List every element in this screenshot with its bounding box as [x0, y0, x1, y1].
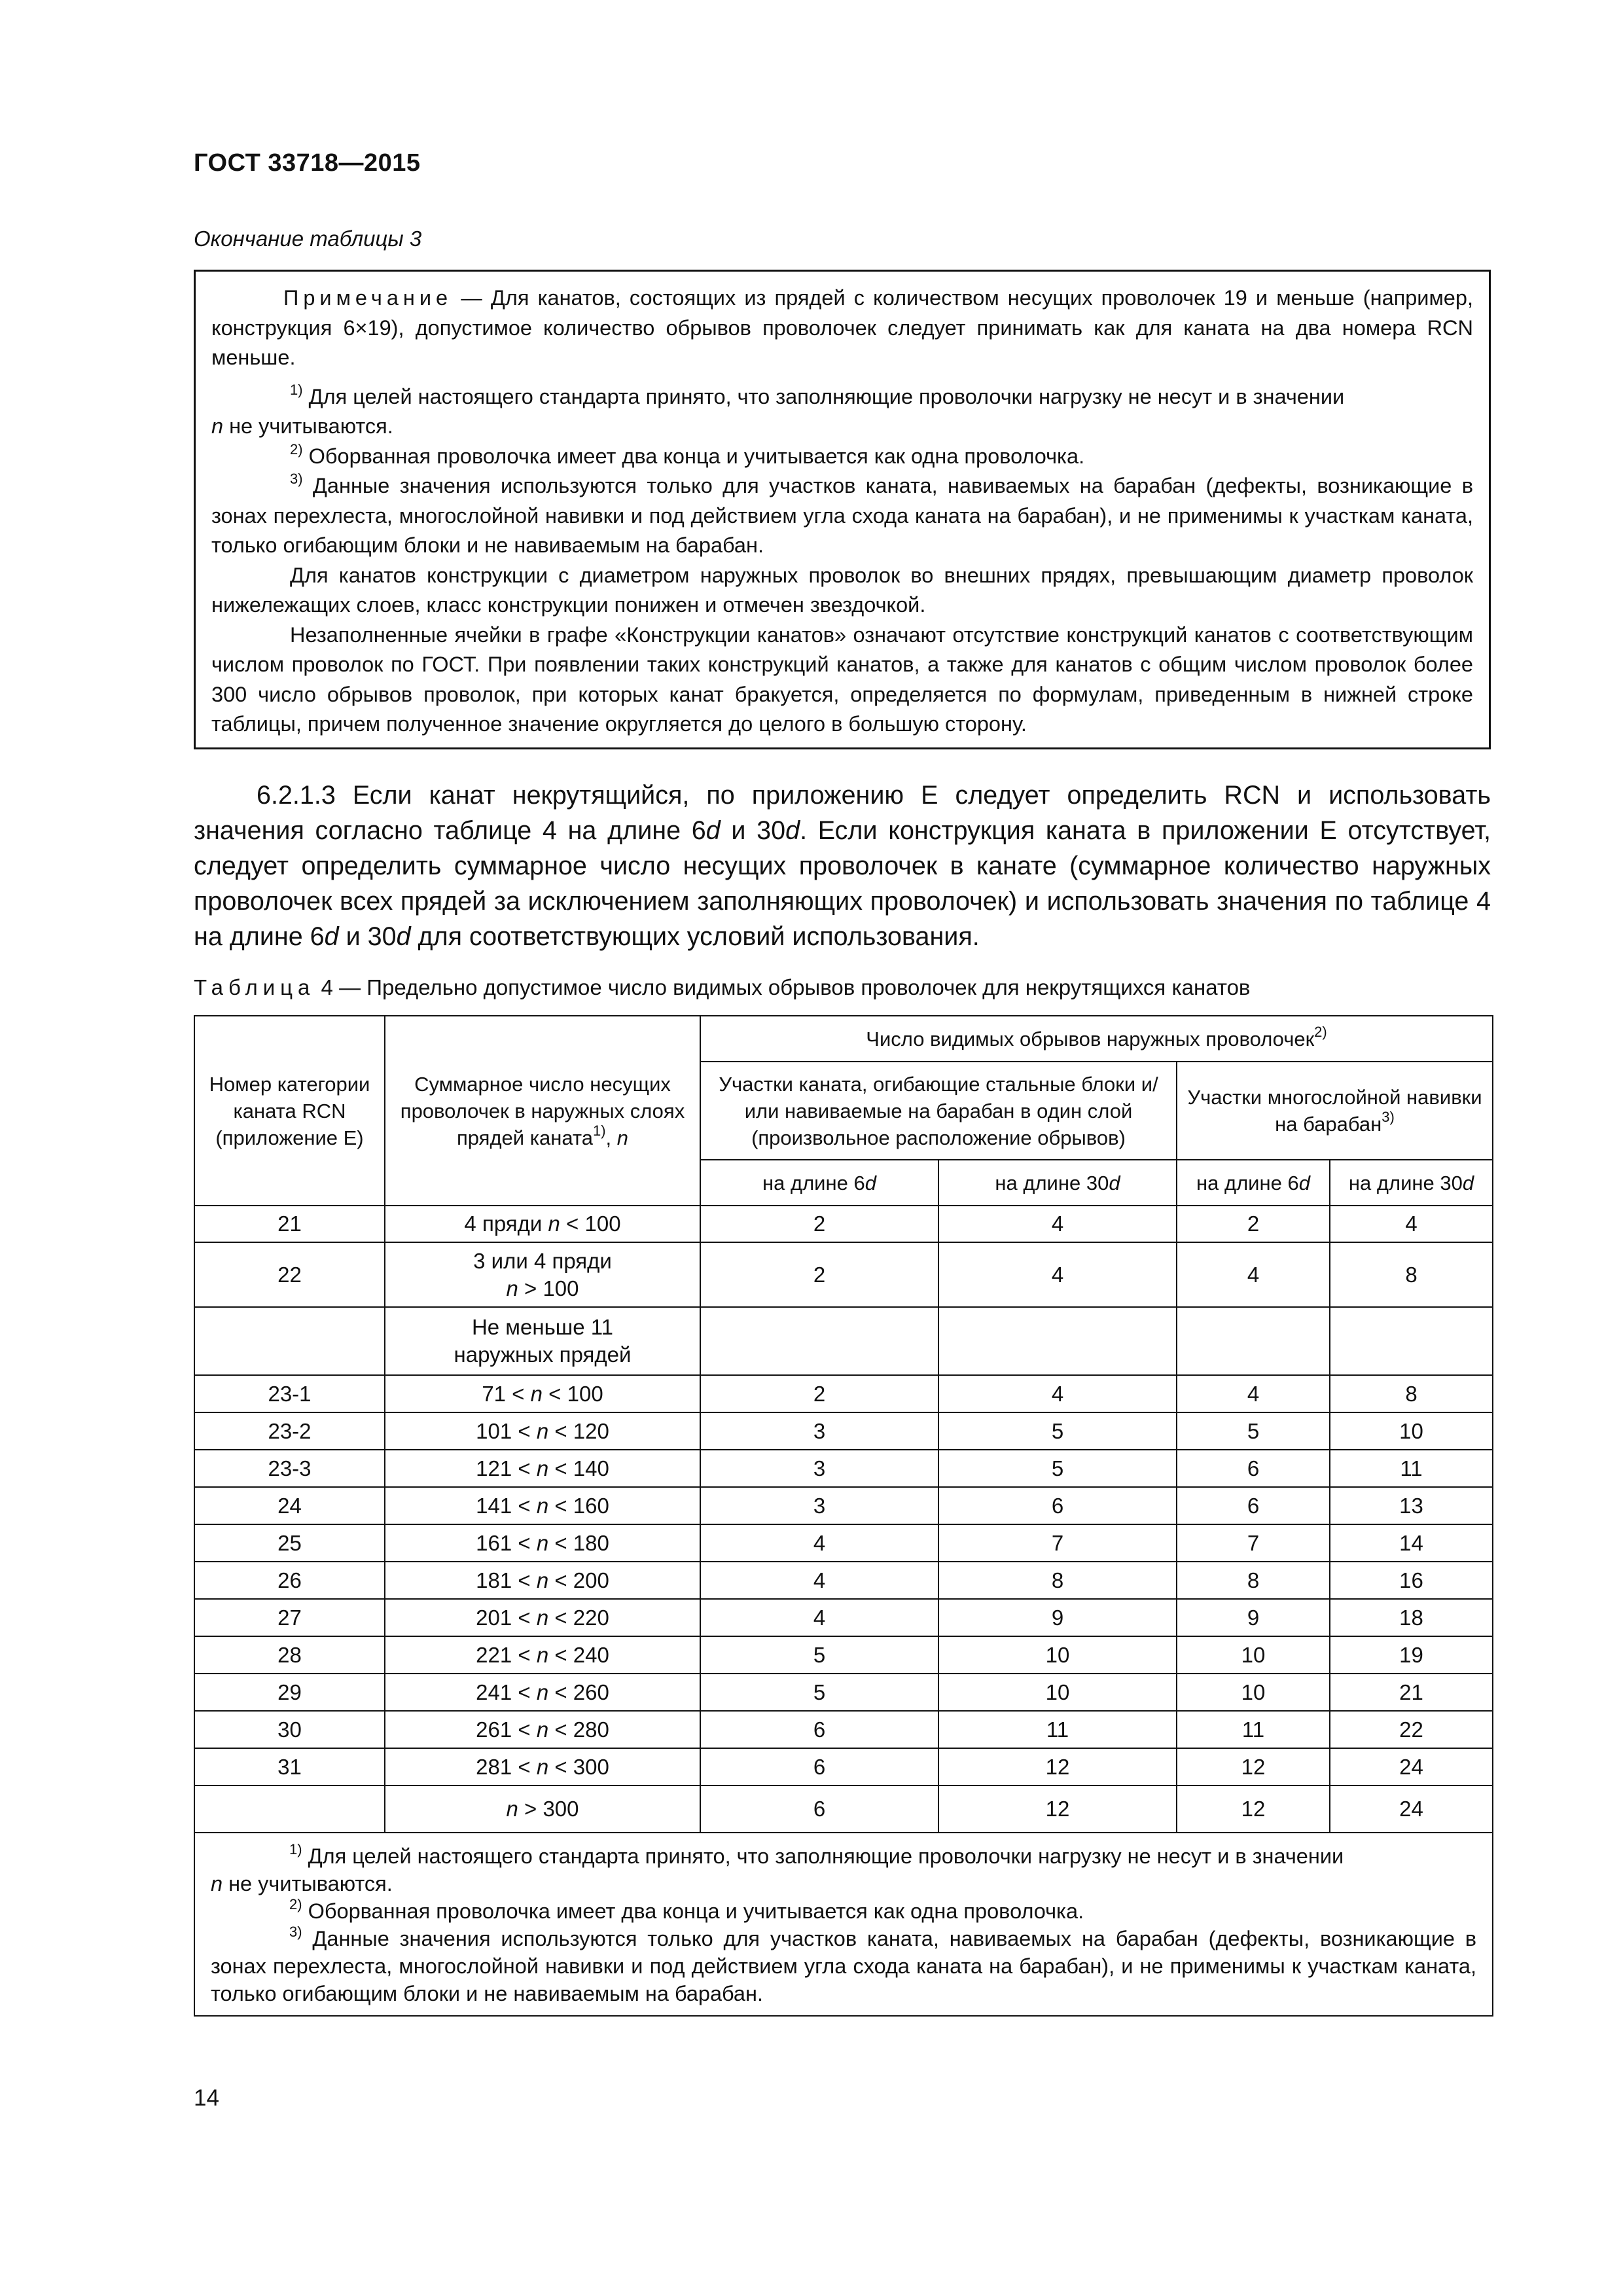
breaks-6d-multi-cell — [1177, 1307, 1330, 1375]
table-row — [194, 1242, 1493, 1307]
breaks-30d-single-cell: 7 — [938, 1524, 1177, 1562]
breaks-30d-single-cell: 10 — [938, 1636, 1177, 1674]
breaks-6d-multi-cell: 10 — [1177, 1674, 1330, 1711]
rcn-cell: 25 — [194, 1524, 385, 1562]
table-row — [194, 1599, 1493, 1636]
breaks-6d-multi-cell: 2 — [1177, 1206, 1330, 1242]
breaks-6d-single-cell: 3 — [700, 1450, 938, 1487]
breaks-6d-single-cell: 2 — [700, 1375, 938, 1412]
rcn-cell: 21 — [194, 1206, 385, 1242]
footnote-1-mark: 1) — [290, 381, 303, 398]
breaks-30d-single-cell: 8 — [938, 1562, 1177, 1599]
condition-text: 241 < n < 260 — [476, 1679, 609, 1704]
rcn-cell: 26 — [194, 1562, 385, 1599]
rcn-cell: 23-2 — [194, 1412, 385, 1450]
breaks-30d-multi-cell: 24 — [1330, 1748, 1493, 1785]
footnote-3: $^{3)}$ Данные значения используются только для участков каната, навиваемых на барабан (дефекты, возникающие в зонах перехлеста, многослойной навивки и под действием угла схода каната на барабан), и не применимы к участкам каната, только огибающим блоки и не навиваемым на барабан. — [211, 471, 1473, 557]
header-6d-a: на длине 6d — [700, 1160, 938, 1206]
section-paragraph: 6.2.1.3 Если канат некрутящийся, по приложению Е следует определить RCN и использовать значения согласно таблице 4 на длине 6d и 30d. Если конструкция каната в приложении Е отсутствует, следует определить суммарное число несущих проволочек в канате (суммарное количество наружных проволочек всех прядей за исключением заполняющих проволочек) и использовать значения по таблице 4 на длине 6d и 30d для соответствующих условий использования. — [194, 781, 1491, 951]
rcn-cell: 24 — [194, 1487, 385, 1524]
table-row — [194, 1487, 1493, 1524]
condition-text: 201 < n < 220 — [476, 1605, 609, 1630]
breaks-6d-multi-cell: 5 — [1177, 1412, 1330, 1450]
breaks-6d-single-cell: 6 — [700, 1711, 938, 1748]
breaks-30d-multi-cell: 4 — [1330, 1206, 1493, 1242]
breaks-30d-single-cell: 9 — [938, 1599, 1177, 1636]
condition-cell — [385, 1636, 700, 1674]
breaks-30d-multi-cell: 8 — [1330, 1375, 1493, 1412]
breaks-6d-single-cell: 2 — [700, 1206, 938, 1242]
breaks-30d-single-cell: 4 — [938, 1375, 1177, 1412]
breaks-30d-multi-cell: 19 — [1330, 1636, 1493, 1674]
table-row — [194, 1375, 1493, 1412]
table4-caption: Таблица 4 — Предельно допустимое число видимых обрывов проволочек для некрутящихся канатов — [194, 975, 1251, 999]
condition-cell — [385, 1524, 700, 1562]
header-30d-a: на длине 30d — [938, 1160, 1177, 1206]
breaks-6d-multi-cell: 4 — [1177, 1242, 1330, 1307]
rcn-cell: 28 — [194, 1636, 385, 1674]
breaks-6d-single-cell: 3 — [700, 1487, 938, 1524]
breaks-6d-single-cell: 5 — [700, 1636, 938, 1674]
condition-cell — [385, 1242, 700, 1307]
breaks-30d-single-cell: 6 — [938, 1487, 1177, 1524]
condition-text: 281 < n < 300 — [476, 1754, 609, 1779]
t4-footnote-2: $^{2)}$ Оборванная проволочка имеет два конца и учитывается как одна проволочка. — [289, 1896, 1084, 1923]
breaks-30d-single-cell: 11 — [938, 1711, 1177, 1748]
condition-text: n > 300 — [506, 1797, 579, 1821]
condition-cell — [385, 1307, 700, 1375]
breaks-30d-multi-cell: 21 — [1330, 1674, 1493, 1711]
breaks-30d-single-cell: 12 — [938, 1785, 1177, 1833]
condition-text: 161 < n < 180 — [476, 1530, 609, 1555]
condition-text: 71 < n < 100 — [482, 1381, 603, 1406]
breaks-6d-multi-cell: 6 — [1177, 1450, 1330, 1487]
breaks-30d-multi-cell: 16 — [1330, 1562, 1493, 1599]
breaks-30d-single-cell: 5 — [938, 1450, 1177, 1487]
table-row — [194, 1785, 1493, 1833]
condition-cell — [385, 1674, 700, 1711]
t4-footnote-3: $^{3)}$ Данные значения используются только для участков каната, навиваемых на барабан (дефекты, возникающие в зонах перехлеста, многослойной навивки и под действием угла схода каната на барабан), и не применимы к участкам каната, только огибающим блоки и не навиваемым на барабан. — [211, 1924, 1477, 2005]
note-paragraph-3: Незаполненные ячейки в графе «Конструкции канатов» означают отсутствие конструкций канатов с соответствующим числом проволок по ГОСТ. При появлении таких конструкций канатов, а также для канатов с общим числом проволок более 300 число обрывов проволок, при которых канат бракуется, определяется по формулам, приведенным в нижней строке таблицы, причем полученное значение округляется до целого в большую сторону. — [211, 622, 1473, 736]
table3-note-box — [194, 270, 1491, 749]
condition-text: 181 < n < 200 — [476, 1568, 609, 1592]
breaks-30d-multi-cell: 13 — [1330, 1487, 1493, 1524]
condition-text: 221 < n < 240 — [476, 1642, 609, 1667]
footnote-1-cont: n не учитываются. — [211, 414, 393, 438]
rcn-cell: 29 — [194, 1674, 385, 1711]
header-visible-breaks: Число видимых обрывов наружных проволочек$^{2)}$ — [700, 1016, 1493, 1062]
breaks-30d-single-cell: 4 — [938, 1206, 1177, 1242]
rcn-cell: 31 — [194, 1748, 385, 1785]
table-row — [194, 1412, 1493, 1450]
footnote-1: $^{1)}$ Для целей настоящего стандарта принято, что заполняющие проволочки нагрузку не несут и в значении — [290, 381, 1345, 408]
rcn-cell: 27 — [194, 1599, 385, 1636]
breaks-6d-single-cell: 4 — [700, 1524, 938, 1562]
breaks-6d-single-cell: 6 — [700, 1785, 938, 1833]
rcn-cell: 23-1 — [194, 1375, 385, 1412]
breaks-30d-multi-cell: 10 — [1330, 1412, 1493, 1450]
condition-cell — [385, 1487, 700, 1524]
header-30d-b: на длине 30d — [1330, 1160, 1493, 1206]
breaks-6d-multi-cell: 6 — [1177, 1487, 1330, 1524]
breaks-6d-multi-cell: 11 — [1177, 1711, 1330, 1748]
breaks-6d-single-cell: 5 — [700, 1674, 938, 1711]
rcn-cell: 23-3 — [194, 1450, 385, 1487]
breaks-6d-single-cell: 4 — [700, 1562, 938, 1599]
table4-footnotes — [194, 1833, 1493, 2016]
breaks-30d-single-cell: 10 — [938, 1674, 1177, 1711]
condition-text: 101 < n < 120 — [476, 1418, 609, 1443]
breaks-6d-multi-cell: 8 — [1177, 1562, 1330, 1599]
table-row — [194, 1524, 1493, 1562]
breaks-30d-single-cell: 5 — [938, 1412, 1177, 1450]
breaks-6d-single-cell: 4 — [700, 1599, 938, 1636]
table4 — [194, 1015, 1493, 2017]
table-row — [194, 1636, 1493, 1674]
rcn-cell: 22 — [194, 1242, 385, 1307]
rcn-cell — [194, 1785, 385, 1833]
t4-footnote-1: $^{1)}$ Для целей настоящего стандарта принято, что заполняющие проволочки нагрузку не несут и в значении — [289, 1841, 1344, 1868]
condition-text: Не меньше 11 наружных прядей — [454, 1315, 632, 1367]
header-multi-layer: Участки многослойной навивки на барабан$^{3)}$ — [1177, 1062, 1493, 1160]
header-sum: Суммарное число несущих проволочек в наружных слоях прядей каната$^{1)}$, n — [385, 1016, 700, 1206]
condition-text: 261 < n < 280 — [476, 1717, 609, 1742]
breaks-6d-single-cell: 6 — [700, 1748, 938, 1785]
header-single-layer: Участки каната, огибающие стальные блоки и/или навиваемые на барабан в один слой (произвольное расположение обрывов) — [700, 1062, 1177, 1160]
note-text: — Для канатов, состоящих из прядей с количеством несущих проволочек 19 и меньше (например, конструкция 6×19), допустимое количество обрывов проволочек следует принимать как для каната на два номера RCN меньше. — [211, 286, 1473, 369]
breaks-6d-multi-cell: 12 — [1177, 1748, 1330, 1785]
table-row — [194, 1307, 1493, 1375]
table-row — [194, 1711, 1493, 1748]
note-paragraph-2: Для канатов конструкции с диаметром наружных проволок во внешних прядях, превышающим диаметр проволок нижележащих слоев, класс конструкции понижен и отмечен звездочкой. — [211, 563, 1473, 617]
breaks-30d-single-cell: 12 — [938, 1748, 1177, 1785]
condition-cell — [385, 1785, 700, 1833]
condition-cell — [385, 1711, 700, 1748]
breaks-30d-multi-cell: 18 — [1330, 1599, 1493, 1636]
note-paragraph — [211, 283, 1473, 373]
breaks-6d-single-cell: 3 — [700, 1412, 938, 1450]
condition-text: 141 < n < 160 — [476, 1493, 609, 1518]
t4-footnote-1-cont: n не учитываются. — [211, 1872, 393, 1895]
breaks-30d-multi-cell: 14 — [1330, 1524, 1493, 1562]
breaks-30d-multi-cell: 11 — [1330, 1450, 1493, 1487]
breaks-6d-multi-cell: 9 — [1177, 1599, 1330, 1636]
header-6d-b: на длине 6d — [1177, 1160, 1330, 1206]
table-row — [194, 1674, 1493, 1711]
footnote-2: $^{2)}$ Оборванная проволочка имеет два конца и учитывается как одна проволочка. — [290, 440, 1085, 468]
header-rcn: Номер категории каната RCN (приложение Е) — [194, 1016, 385, 1206]
condition-text: 121 < n < 140 — [476, 1456, 609, 1480]
table3-continuation-label: Окончание таблицы 3 — [194, 226, 422, 251]
condition-cell — [385, 1206, 700, 1242]
breaks-30d-multi-cell: 22 — [1330, 1711, 1493, 1748]
table-row — [194, 1562, 1493, 1599]
breaks-30d-multi-cell — [1330, 1307, 1493, 1375]
table-row — [194, 1206, 1493, 1242]
table-row — [194, 1748, 1493, 1785]
condition-cell — [385, 1599, 700, 1636]
breaks-6d-multi-cell: 12 — [1177, 1785, 1330, 1833]
breaks-30d-multi-cell: 24 — [1330, 1785, 1493, 1833]
breaks-6d-multi-cell: 7 — [1177, 1524, 1330, 1562]
rcn-cell: 30 — [194, 1711, 385, 1748]
page-number: 14 — [194, 2085, 219, 2111]
condition-cell — [385, 1748, 700, 1785]
breaks-6d-multi-cell: 4 — [1177, 1375, 1330, 1412]
section-6-2-1-3 — [194, 778, 1491, 954]
condition-text: 4 пряди n < 100 — [464, 1211, 621, 1236]
breaks-30d-single-cell — [938, 1307, 1177, 1375]
breaks-6d-single-cell — [700, 1307, 938, 1375]
note-label: Примечание — [283, 286, 453, 310]
breaks-6d-single-cell: 2 — [700, 1242, 938, 1307]
table-row — [194, 1450, 1493, 1487]
breaks-6d-multi-cell: 10 — [1177, 1636, 1330, 1674]
rcn-cell — [194, 1307, 385, 1375]
condition-cell — [385, 1450, 700, 1487]
condition-text: 3 или 4 пряди n > 100 — [473, 1248, 612, 1300]
condition-cell — [385, 1375, 700, 1412]
breaks-30d-multi-cell: 8 — [1330, 1242, 1493, 1307]
document-header: ГОСТ 33718—2015 — [194, 149, 421, 177]
condition-cell — [385, 1412, 700, 1450]
breaks-30d-single-cell: 4 — [938, 1242, 1177, 1307]
condition-cell — [385, 1562, 700, 1599]
